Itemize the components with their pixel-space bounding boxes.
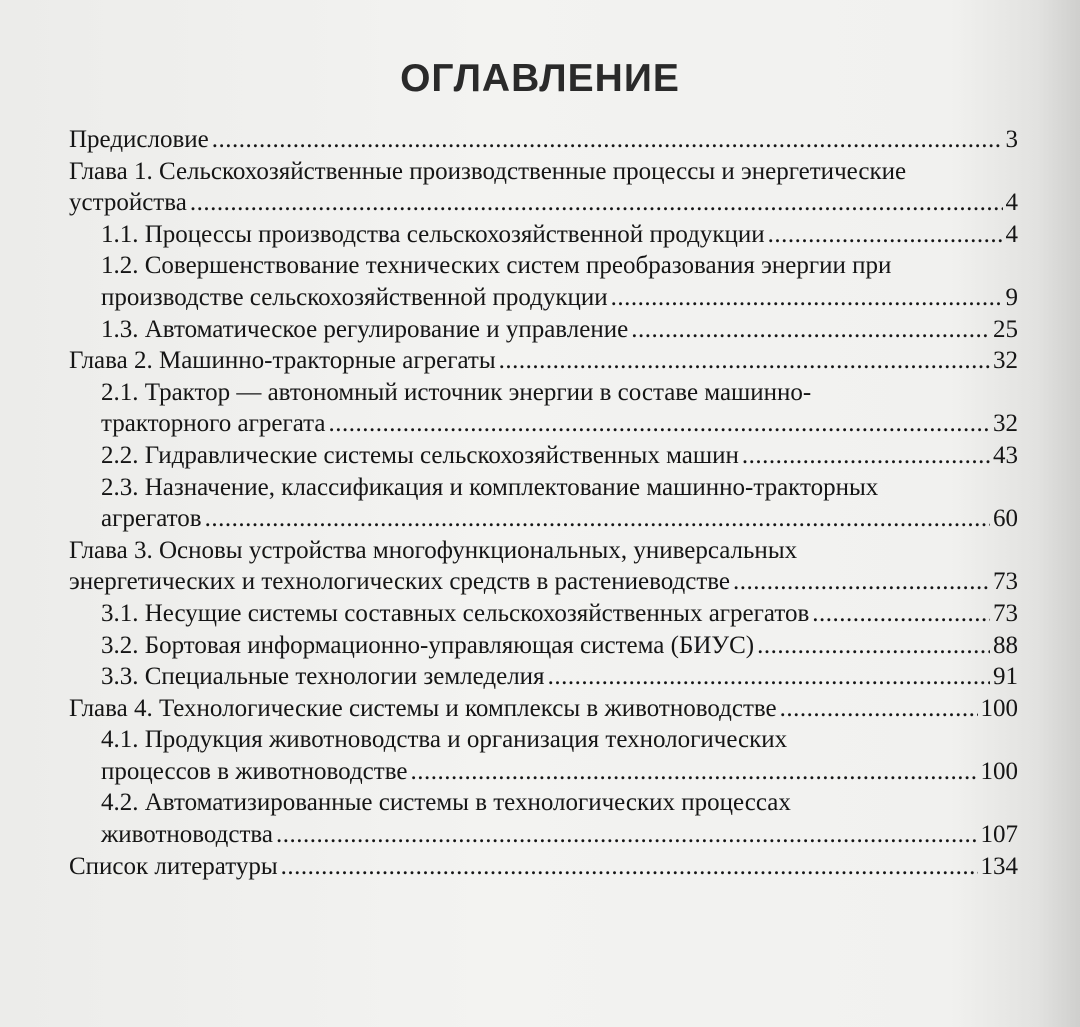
toc-chapter-entry bbox=[69, 345, 1018, 377]
toc-section-entry bbox=[69, 630, 1018, 662]
toc-entry-row bbox=[101, 630, 1018, 662]
dot-leader bbox=[733, 566, 990, 598]
toc-entry-title-line: 3.1. Несущие системы составных сельскохозяйственных агрегатов bbox=[101, 599, 810, 627]
toc-entry-row bbox=[101, 661, 1018, 693]
toc-entry-row bbox=[101, 819, 1018, 851]
toc-page-number: 73 bbox=[993, 599, 1018, 627]
toc-entry-title-line: 3.2. Бортовая информационно-управляющая система (БИУС) bbox=[101, 631, 755, 659]
toc-entry-title-line: 4.1. Продукция животноводства и организация технологических bbox=[101, 726, 788, 754]
toc-page-number: 88 bbox=[993, 631, 1018, 659]
toc-entry-row bbox=[69, 187, 1018, 219]
toc-entry-title-line: Список литературы bbox=[69, 852, 278, 880]
dot-leader bbox=[742, 440, 990, 472]
toc-page-number: 43 bbox=[993, 441, 1018, 469]
toc-entry-row bbox=[69, 345, 1018, 377]
toc-entry-title-line: производстве сельскохозяйственной продукции bbox=[101, 283, 608, 311]
toc-section-entry bbox=[69, 472, 1018, 535]
toc-entry-row bbox=[101, 314, 1018, 346]
toc-entry-title-line: 2.2. Гидравлические системы сельскохозяйственных машин bbox=[101, 441, 739, 469]
toc-section-entry bbox=[69, 598, 1018, 630]
toc-section-entry bbox=[69, 661, 1018, 693]
dot-leader bbox=[757, 630, 990, 662]
toc-entry-row bbox=[69, 693, 1018, 725]
toc-section-entry bbox=[69, 314, 1018, 346]
dot-leader bbox=[212, 124, 1003, 156]
toc-entry-title-line: процессов в животноводстве bbox=[101, 757, 408, 785]
toc-entry-title-line: 4.2. Автоматизированные системы в технологических процессах bbox=[101, 789, 791, 817]
toc-entry-row bbox=[101, 503, 1018, 535]
dot-leader bbox=[611, 282, 1003, 314]
toc-entry-title-line: 1.2. Совершенствование технических систем преобразования энергии при bbox=[101, 252, 892, 280]
dot-leader bbox=[281, 851, 978, 883]
toc-entry-title-line: агрегатов bbox=[101, 505, 202, 533]
toc-entry-title-line: 2.3. Назначение, классификация и комплектование машинно-тракторных bbox=[101, 473, 879, 501]
toc-entry-row bbox=[69, 566, 1018, 598]
toc-entry-title-line: 2.1. Трактор — автономный источник энергии в составе машинно- bbox=[101, 378, 812, 406]
toc-entry-row bbox=[69, 124, 1018, 156]
dot-leader bbox=[205, 503, 990, 535]
toc-page-number: 73 bbox=[993, 568, 1018, 596]
dot-leader bbox=[812, 598, 990, 630]
toc-page-number: 91 bbox=[993, 663, 1018, 691]
toc-chapter-entry bbox=[69, 851, 1018, 883]
toc-section-entry bbox=[69, 250, 1018, 313]
toc-page-number: 60 bbox=[993, 505, 1018, 533]
toc-entry-row bbox=[101, 282, 1018, 314]
toc-chapter-entry bbox=[69, 124, 1018, 156]
toc-section-entry bbox=[69, 440, 1018, 472]
toc-page-number: 25 bbox=[993, 315, 1018, 343]
toc-page-number: 100 bbox=[980, 694, 1018, 722]
toc-chapter-entry bbox=[69, 156, 1018, 219]
page-title: ОГЛАВЛЕНИЕ bbox=[400, 57, 680, 100]
dot-leader bbox=[780, 693, 978, 725]
dot-leader bbox=[410, 756, 977, 788]
toc-entry-title-line: 3.3. Специальные технологии земледелия bbox=[101, 663, 545, 691]
toc-entry-title-line: устройства bbox=[69, 189, 187, 217]
toc-entry-row bbox=[101, 756, 1018, 788]
toc-page-number: 4 bbox=[1005, 189, 1018, 217]
toc-entry-title-line: 1.3. Автоматическое регулирование и управление bbox=[101, 315, 629, 343]
toc-entry-row bbox=[101, 598, 1018, 630]
dot-leader bbox=[768, 219, 1003, 251]
toc-page-number: 100 bbox=[980, 757, 1018, 785]
dot-leader bbox=[276, 819, 978, 851]
toc-section-entry bbox=[69, 724, 1018, 787]
toc-entry-title-line: энергетических и технологических средств в растениеводстве bbox=[69, 568, 731, 596]
toc-page-number: 134 bbox=[980, 852, 1018, 880]
toc-entry-title-line: Предисловие bbox=[69, 126, 209, 153]
toc-entry-title-line: Глава 4. Технологические системы и комплексы в животноводстве bbox=[69, 694, 777, 722]
toc-entry-row bbox=[101, 440, 1018, 472]
toc-page-number: 3 bbox=[1005, 126, 1018, 153]
dot-leader bbox=[548, 661, 990, 693]
toc-page-number: 32 bbox=[993, 347, 1018, 375]
toc-entry-title-line: Глава 2. Машинно-тракторные агрегаты bbox=[69, 347, 496, 375]
toc-section-entry bbox=[69, 377, 1018, 440]
toc-page-number: 107 bbox=[980, 821, 1018, 849]
toc-page-number: 32 bbox=[993, 410, 1018, 438]
toc-chapter-entry bbox=[69, 693, 1018, 725]
toc-entry-title-line: животноводства bbox=[101, 821, 273, 849]
toc-entry-row bbox=[101, 219, 1018, 251]
toc-entry-title-line: Глава 3. Основы устройства многофункциональных, универсальных bbox=[69, 536, 798, 564]
toc-entry-row bbox=[69, 851, 1018, 883]
toc-chapter-entry bbox=[69, 535, 1018, 598]
toc-entry-title-line: 1.1. Процессы производства сельскохозяйственной продукции bbox=[101, 220, 765, 248]
toc-section-entry bbox=[69, 787, 1018, 850]
toc-page-number: 9 bbox=[1005, 283, 1018, 311]
toc-entry-title-line: тракторного агрегата bbox=[101, 410, 326, 438]
dot-leader bbox=[499, 345, 990, 377]
toc-entry-row bbox=[101, 408, 1018, 440]
toc-page-number: 4 bbox=[1005, 220, 1018, 248]
toc-section-entry bbox=[69, 219, 1018, 251]
dot-leader bbox=[328, 408, 990, 440]
dot-leader bbox=[190, 187, 1003, 219]
toc-entry-title-line: Глава 1. Сельскохозяйственные производственные процессы и энергетические bbox=[69, 157, 907, 185]
dot-leader bbox=[631, 314, 990, 346]
table-of-contents bbox=[69, 124, 1018, 882]
